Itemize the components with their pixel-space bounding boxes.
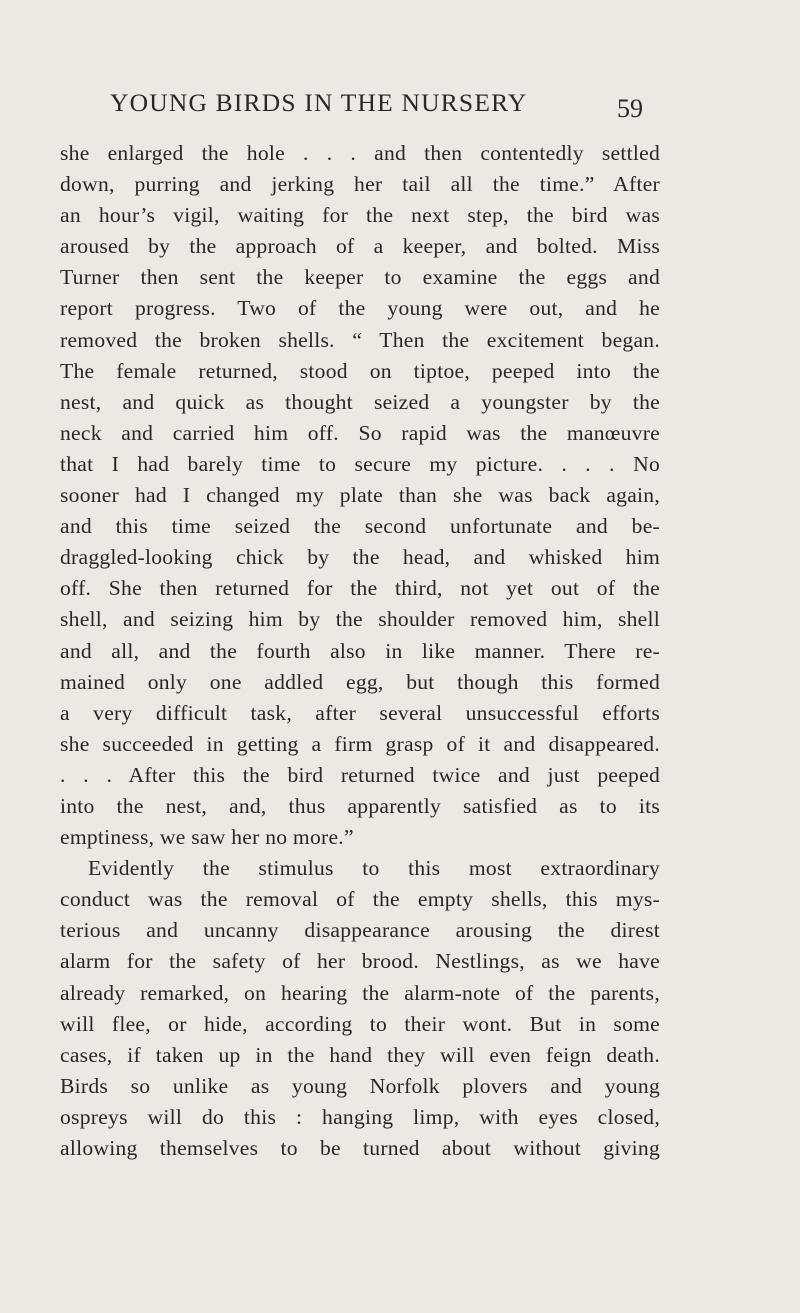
text-line: and this time seized the second unfortunate and be- xyxy=(60,514,660,539)
text-line: emptiness, we saw her no more.” xyxy=(60,825,354,850)
text-line: a very difficult task, after several unsuccessful efforts xyxy=(60,700,660,725)
text-line: draggled-looking chick by the head, and whisked him xyxy=(60,545,660,570)
text-line: Birds so unlike as young Norfolk plovers and young xyxy=(60,1073,660,1098)
text-line: sooner had I changed my plate than she was back again, xyxy=(60,483,660,508)
text-line: removed the broken shells. “ Then the excitement began. xyxy=(60,327,660,352)
text-line: neck and carried him off. So rapid was the manœuvre xyxy=(60,420,660,445)
text-line: Evidently the stimulus to this most extraordinary xyxy=(88,856,660,881)
text-line: down, purring and jerking her tail all the time.” After xyxy=(60,172,660,197)
text-line: already remarked, on hearing the alarm-note of the parents, xyxy=(60,980,660,1005)
text-line: report progress. Two of the young were out, and he xyxy=(60,296,660,321)
text-line: mained only one addled egg, but though this formed xyxy=(60,669,660,694)
text-line: into the nest, and, thus apparently satisfied as to its xyxy=(60,793,660,818)
text-line: conduct was the removal of the empty shells, this mys- xyxy=(60,887,660,912)
page-number: 59 xyxy=(617,94,643,123)
text-line: shell, and seizing him by the shoulder removed him, shell xyxy=(60,607,660,632)
text-line: The female returned, stood on tiptoe, peeped into the xyxy=(60,358,660,383)
text-line: alarm for the safety of her brood. Nestlings, as we have xyxy=(60,949,660,974)
text-line: and all, and the fourth also in like manner. There re- xyxy=(60,638,660,663)
text-line: ospreys will do this : hanging limp, with eyes closed, xyxy=(60,1104,660,1129)
text-line: an hour’s vigil, waiting for the next step, the bird was xyxy=(60,203,660,228)
paragraph-1 xyxy=(60,138,660,853)
body-text xyxy=(60,138,660,1164)
text-line: nest, and quick as thought seized a youngster by the xyxy=(60,389,660,414)
paragraph-2 xyxy=(60,853,660,1164)
text-line: off. She then returned for the third, not yet out of the xyxy=(60,576,660,601)
text-line: aroused by the approach of a keeper, and bolted. Miss xyxy=(60,234,660,259)
text-line: she enlarged the hole . . . and then contentedly settled xyxy=(60,141,660,165)
text-line: she succeeded in getting a firm grasp of it and disappeared. xyxy=(60,731,660,756)
running-header: YOUNG BIRDS IN THE NURSERY xyxy=(110,88,528,117)
text-line: that I had barely time to secure my picture. . . . No xyxy=(60,451,660,476)
text-line: terious and uncanny disappearance arousing the direst xyxy=(60,918,660,943)
text-line: allowing themselves to be turned about without giving xyxy=(60,1136,660,1160)
text-line: will flee, or hide, according to their wont. But in some xyxy=(60,1011,660,1036)
text-line: Turner then sent the keeper to examine the eggs and xyxy=(60,265,660,290)
text-line: . . . After this the bird returned twice and just peeped xyxy=(60,762,660,787)
text-line: cases, if taken up in the hand they will even feign death. xyxy=(60,1042,660,1067)
